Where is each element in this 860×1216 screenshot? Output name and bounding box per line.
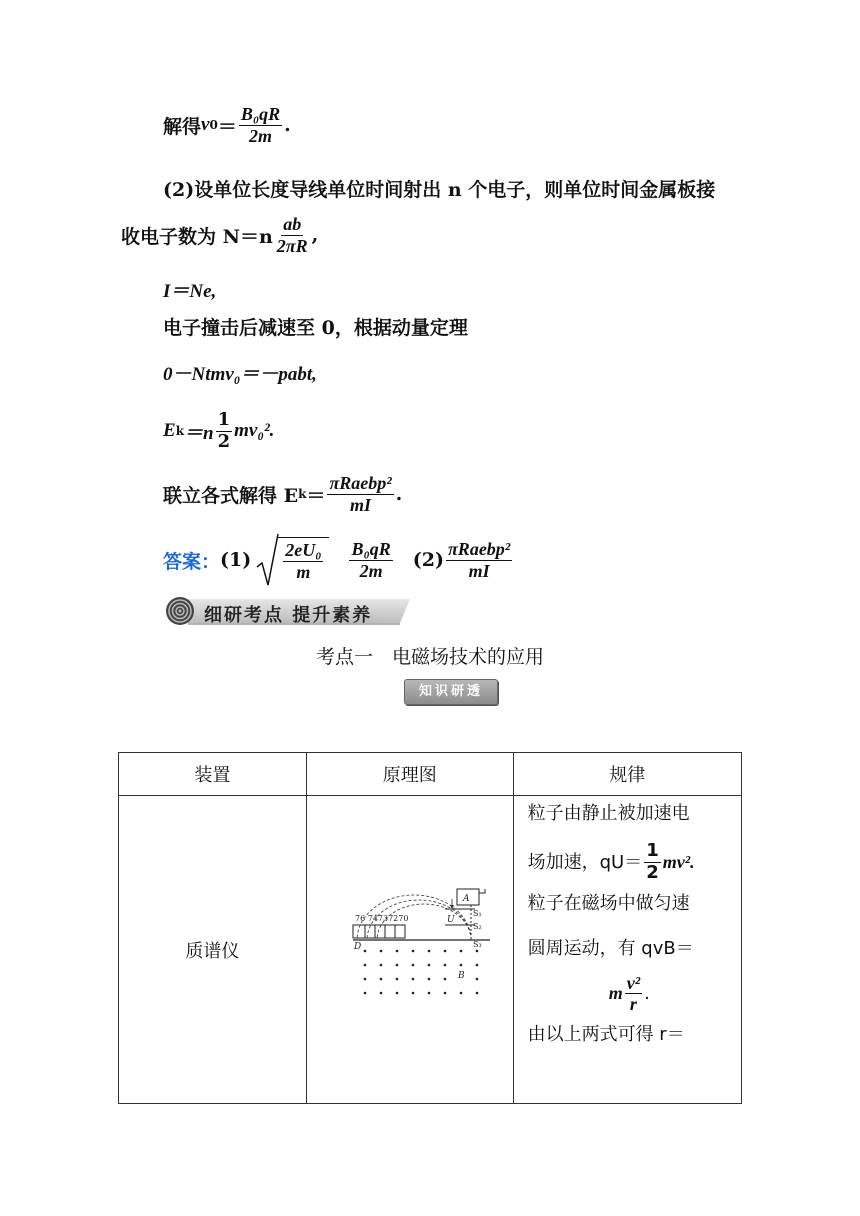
solution-line-8 <box>163 473 402 515</box>
end: mv². <box>662 851 695 872</box>
denominator: 2πR <box>276 235 308 256</box>
banner-text: 细研考点 提升素养 <box>204 605 373 626</box>
scale-label: 76 74737270 <box>354 913 409 923</box>
numerator: 2eU₀ <box>285 540 322 561</box>
section-title: 考点一 电磁场技术的应用 <box>315 646 544 668</box>
end: . <box>644 983 650 1005</box>
solution-line-v0 <box>163 104 291 146</box>
text: ＝n <box>184 422 214 444</box>
diagram-cell <box>306 796 513 1104</box>
table-header-row <box>119 753 742 796</box>
sub: 0 <box>209 118 218 133</box>
numerator: 1 <box>217 409 231 430</box>
solution-line-6 <box>163 359 317 386</box>
text: I＝Ne, <box>163 281 217 302</box>
end: . <box>284 114 291 137</box>
denominator: mI <box>468 560 490 581</box>
end: mv₀². <box>234 420 275 442</box>
header-diagram: 原理图 <box>306 753 513 796</box>
text: (2)设单位长度导线单位时间射出 n 个电子，则单位时间金属板接 <box>163 179 716 201</box>
denominator: m <box>296 562 311 582</box>
numerator: ab <box>283 214 302 234</box>
fraction <box>349 539 392 581</box>
rule-cell <box>513 796 741 1104</box>
radical-sign <box>255 533 279 587</box>
header-device: 装置 <box>119 753 307 796</box>
solution-line-2 <box>163 175 715 202</box>
text: 解得 <box>163 115 202 138</box>
denominator: 2m <box>248 125 272 146</box>
eq: ＝ <box>217 115 237 138</box>
solution-line-7 <box>163 410 274 452</box>
denominator: mI <box>350 494 372 515</box>
header-rule: 规律 <box>513 753 741 796</box>
denominator: 2 <box>646 862 659 884</box>
text: 场加速，qU＝ <box>527 851 643 873</box>
numerator: πRaebp² <box>447 538 511 559</box>
sqrt-expression <box>255 533 329 587</box>
answer-part2: (2) <box>412 549 444 571</box>
fraction <box>283 540 323 582</box>
text: m <box>608 983 623 1004</box>
rule-line-5 <box>528 973 731 1015</box>
fraction <box>446 539 512 581</box>
numerator: v² <box>626 972 641 993</box>
mass-spectrometer-diagram <box>325 885 495 1015</box>
label-U: U <box>446 914 455 925</box>
rule-line-2 <box>528 841 731 883</box>
rule-line-3: 粒子在磁场中做匀速 <box>527 892 690 914</box>
denominator: 2 <box>217 430 231 452</box>
eq: ＝ <box>306 484 326 507</box>
var-E: E <box>163 420 176 442</box>
answer-part1: (1) <box>220 549 252 571</box>
fraction <box>644 841 661 883</box>
denominator: 2m <box>359 560 383 581</box>
law-table <box>118 752 742 1104</box>
fraction <box>327 473 393 515</box>
text: 0－Ntmv₀＝－pabt, <box>163 364 317 385</box>
numerator: B₀qR <box>351 538 391 559</box>
label-S3: S₃ <box>472 939 482 949</box>
fraction <box>275 214 310 256</box>
sub: k <box>298 487 307 502</box>
end: . <box>395 483 403 506</box>
section-banner <box>160 595 416 627</box>
end: , <box>311 224 319 247</box>
text: 电子撞击后减速至 0，根据动量定理 <box>163 317 468 339</box>
label-B: B <box>457 970 465 981</box>
var-v: v <box>201 114 210 136</box>
denominator: r <box>629 994 637 1015</box>
device-cell: 质谱仪 <box>119 796 307 1104</box>
label-A: A <box>462 893 470 904</box>
numerator: B₀qR <box>240 104 281 124</box>
text: 联立各式解得 E <box>163 484 299 507</box>
solution-line-3 <box>121 214 318 256</box>
numerator: πRaebp² <box>329 473 392 493</box>
label-D: D <box>353 941 361 952</box>
numerator: 1 <box>646 840 659 862</box>
rule-line-4: 圆周运动，有 qvB＝ <box>527 938 694 960</box>
fraction <box>216 410 233 452</box>
fraction <box>239 104 282 146</box>
text: 收电子数为 N＝n <box>121 225 273 248</box>
label-S2: S₂ <box>472 921 482 931</box>
solution-line-5 <box>163 313 468 340</box>
table-row <box>119 796 742 1104</box>
sub: k <box>175 424 185 439</box>
rule-line-1: 粒子由静止被加速电 <box>527 803 690 824</box>
label-S1: S₁ <box>472 908 482 918</box>
rule-line-6: 由以上两式可得 r＝ <box>527 1023 685 1045</box>
knowledge-badge: 知识研透 <box>404 679 498 705</box>
fraction <box>625 973 642 1015</box>
answer-line <box>163 533 514 587</box>
solution-line-4 <box>163 276 216 303</box>
answer-label: 答案： <box>163 550 221 573</box>
